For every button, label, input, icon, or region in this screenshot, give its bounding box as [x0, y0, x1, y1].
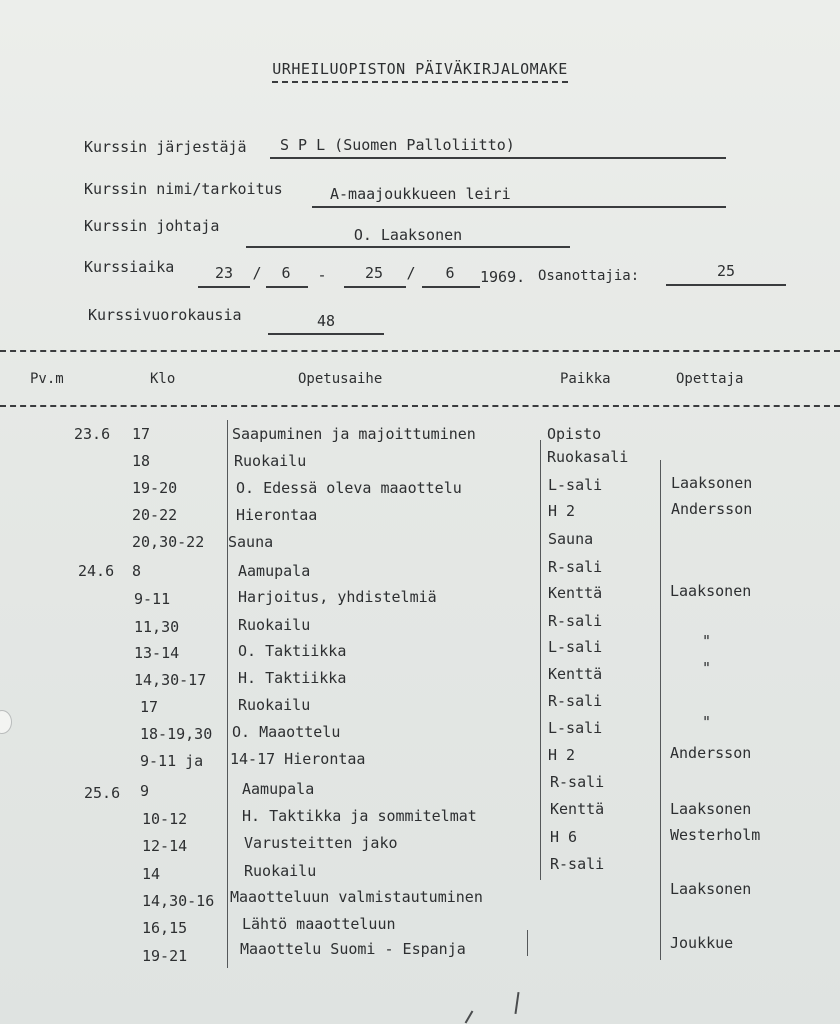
row-subject: Aamupala — [242, 780, 315, 798]
row-time: 20,30-22 — [132, 533, 205, 551]
row-teacher: Joukkue — [670, 934, 734, 952]
leader-label: Kurssin johtaja — [84, 217, 220, 235]
leader-line — [246, 246, 570, 248]
row-time: 14 — [142, 865, 161, 883]
leader-value: O. Laaksonen — [353, 226, 463, 244]
row-place: R-sali — [548, 692, 603, 710]
row-subject: Harjoitus, yhdistelmiä — [238, 588, 437, 606]
participants-label: Osanottajia: — [538, 268, 640, 284]
row-time: 16,15 — [142, 919, 188, 937]
start-month-line — [266, 286, 308, 288]
row-subject: Maaottelu Suomi - Espanja — [240, 940, 466, 958]
row-place: Ruokasali — [547, 448, 629, 466]
row-time: 17 — [132, 425, 151, 443]
row-subject: Hierontaa — [236, 506, 318, 524]
row-place: R-sali — [548, 558, 603, 576]
organizer-value: S P L (Suomen Palloliitto) — [280, 136, 515, 154]
row-place: L-sali — [548, 638, 603, 656]
row-place: H 2 — [548, 746, 576, 764]
row-subject: Sauna — [228, 533, 274, 551]
header-time: Klo — [150, 371, 176, 387]
row-teacher: " — [702, 659, 712, 677]
participants-line — [666, 284, 786, 286]
row-subject: Saapuminen ja majoittuminen — [232, 425, 476, 443]
row-place: R-sali — [550, 855, 605, 873]
row-subject: Ruokailu — [234, 452, 307, 470]
row-place: Kenttä — [550, 800, 605, 818]
start-day-line — [198, 286, 250, 288]
participants-value: 25 — [716, 262, 736, 280]
row-place: L-sali — [548, 719, 603, 737]
row-time: 11,30 — [134, 618, 180, 636]
row-time: 17 — [140, 698, 159, 716]
row-place: Opisto — [547, 425, 602, 443]
row-time: 20-22 — [132, 506, 178, 524]
end-day-line — [344, 286, 406, 288]
row-place: L-sali — [548, 476, 603, 494]
row-time: 12-14 — [142, 837, 188, 855]
days-value: 48 — [316, 312, 336, 330]
row-subject: H. Taktiikka — [238, 669, 347, 687]
time-label: Kurssiaika — [84, 258, 175, 276]
row-time: 14,30-17 — [134, 671, 207, 689]
row-subject: Ruokailu — [238, 616, 311, 634]
row-place: H 2 — [548, 502, 576, 520]
range-dash: - — [317, 266, 327, 284]
form-title: URHEILUOPISTON PÄIVÄKIRJALOMAKE — [0, 60, 840, 78]
organizer-label: Kurssin järjestäjä — [84, 138, 247, 156]
row-teacher: Andersson — [670, 744, 752, 762]
end-month: 6 — [445, 264, 455, 282]
row-time: 14,30-16 — [142, 892, 215, 910]
row-teacher: Westerholm — [670, 826, 761, 844]
header-top-rule — [0, 350, 840, 352]
row-place: Kenttä — [548, 584, 603, 602]
days-label: Kurssivuorokausia — [88, 306, 242, 324]
header-subject: Opetusaihe — [298, 371, 383, 387]
row-time: 19-20 — [132, 479, 178, 497]
row-time: 9-11 — [134, 590, 171, 608]
row-subject: Ruokailu — [238, 696, 311, 714]
row-place: Sauna — [548, 530, 594, 548]
end-month-line — [422, 286, 480, 288]
row-date: 25.6 — [84, 784, 121, 802]
row-place: R-sali — [548, 612, 603, 630]
row-date: 23.6 — [74, 425, 111, 443]
row-place: Kenttä — [548, 665, 603, 683]
header-teacher: Opettaja — [676, 371, 744, 387]
start-slash: / — [252, 264, 262, 282]
row-time: 10-12 — [142, 810, 188, 828]
start-day: 23 — [214, 264, 234, 282]
punch-hole — [0, 710, 12, 734]
row-subject: Lähtö maaotteluun — [242, 915, 396, 933]
row-subject: Varusteitten jako — [244, 834, 398, 852]
row-place: H 6 — [550, 828, 578, 846]
start-month: 6 — [281, 264, 291, 282]
row-time: 13-14 — [134, 644, 180, 662]
year: 1969. — [480, 268, 526, 286]
row-subject: Aamupala — [238, 562, 311, 580]
row-teacher: Laaksonen — [671, 474, 753, 492]
row-time: 9-11 ja — [140, 752, 204, 770]
row-time: 9 — [140, 782, 150, 800]
row-teacher: Laaksonen — [670, 800, 752, 818]
row-time: 18-19,30 — [140, 725, 213, 743]
column-separator-subject-end — [527, 930, 528, 956]
row-time: 18 — [132, 452, 151, 470]
row-subject: 14-17 Hierontaa — [230, 750, 366, 768]
end-day: 25 — [364, 264, 384, 282]
row-subject: O. Taktiikka — [238, 642, 347, 660]
header-place: Paikka — [560, 371, 611, 387]
row-subject: Maaotteluun valmistautuminen — [230, 888, 483, 906]
row-date: 24.6 — [78, 562, 115, 580]
name-label: Kurssin nimi/tarkoitus — [84, 180, 283, 198]
column-separator-time — [227, 420, 228, 968]
row-teacher: Laaksonen — [670, 582, 752, 600]
header-bottom-rule — [0, 405, 840, 407]
pen-mark — [514, 992, 519, 1014]
row-teacher: Laaksonen — [670, 880, 752, 898]
end-slash: / — [406, 264, 416, 282]
column-separator-subject — [540, 440, 541, 880]
row-subject: Ruokailu — [244, 862, 317, 880]
row-time: 8 — [132, 562, 142, 580]
row-subject: O. Maaottelu — [232, 723, 341, 741]
row-place: R-sali — [550, 773, 605, 791]
row-subject: O. Edessä oleva maaottelu — [236, 479, 462, 497]
pen-mark — [465, 1010, 474, 1023]
column-separator-place — [660, 460, 661, 960]
row-subject: H. Taktikka ja sommitelmat — [242, 807, 477, 825]
name-value: A-maajoukkueen leiri — [330, 185, 511, 203]
days-line — [268, 333, 384, 335]
row-teacher: " — [702, 713, 712, 731]
row-teacher: Andersson — [671, 500, 753, 518]
row-teacher: " — [702, 632, 712, 650]
header-date: Pv.m — [30, 371, 64, 387]
name-line — [312, 206, 726, 208]
organizer-line — [270, 157, 726, 159]
row-time: 19-21 — [142, 947, 188, 965]
